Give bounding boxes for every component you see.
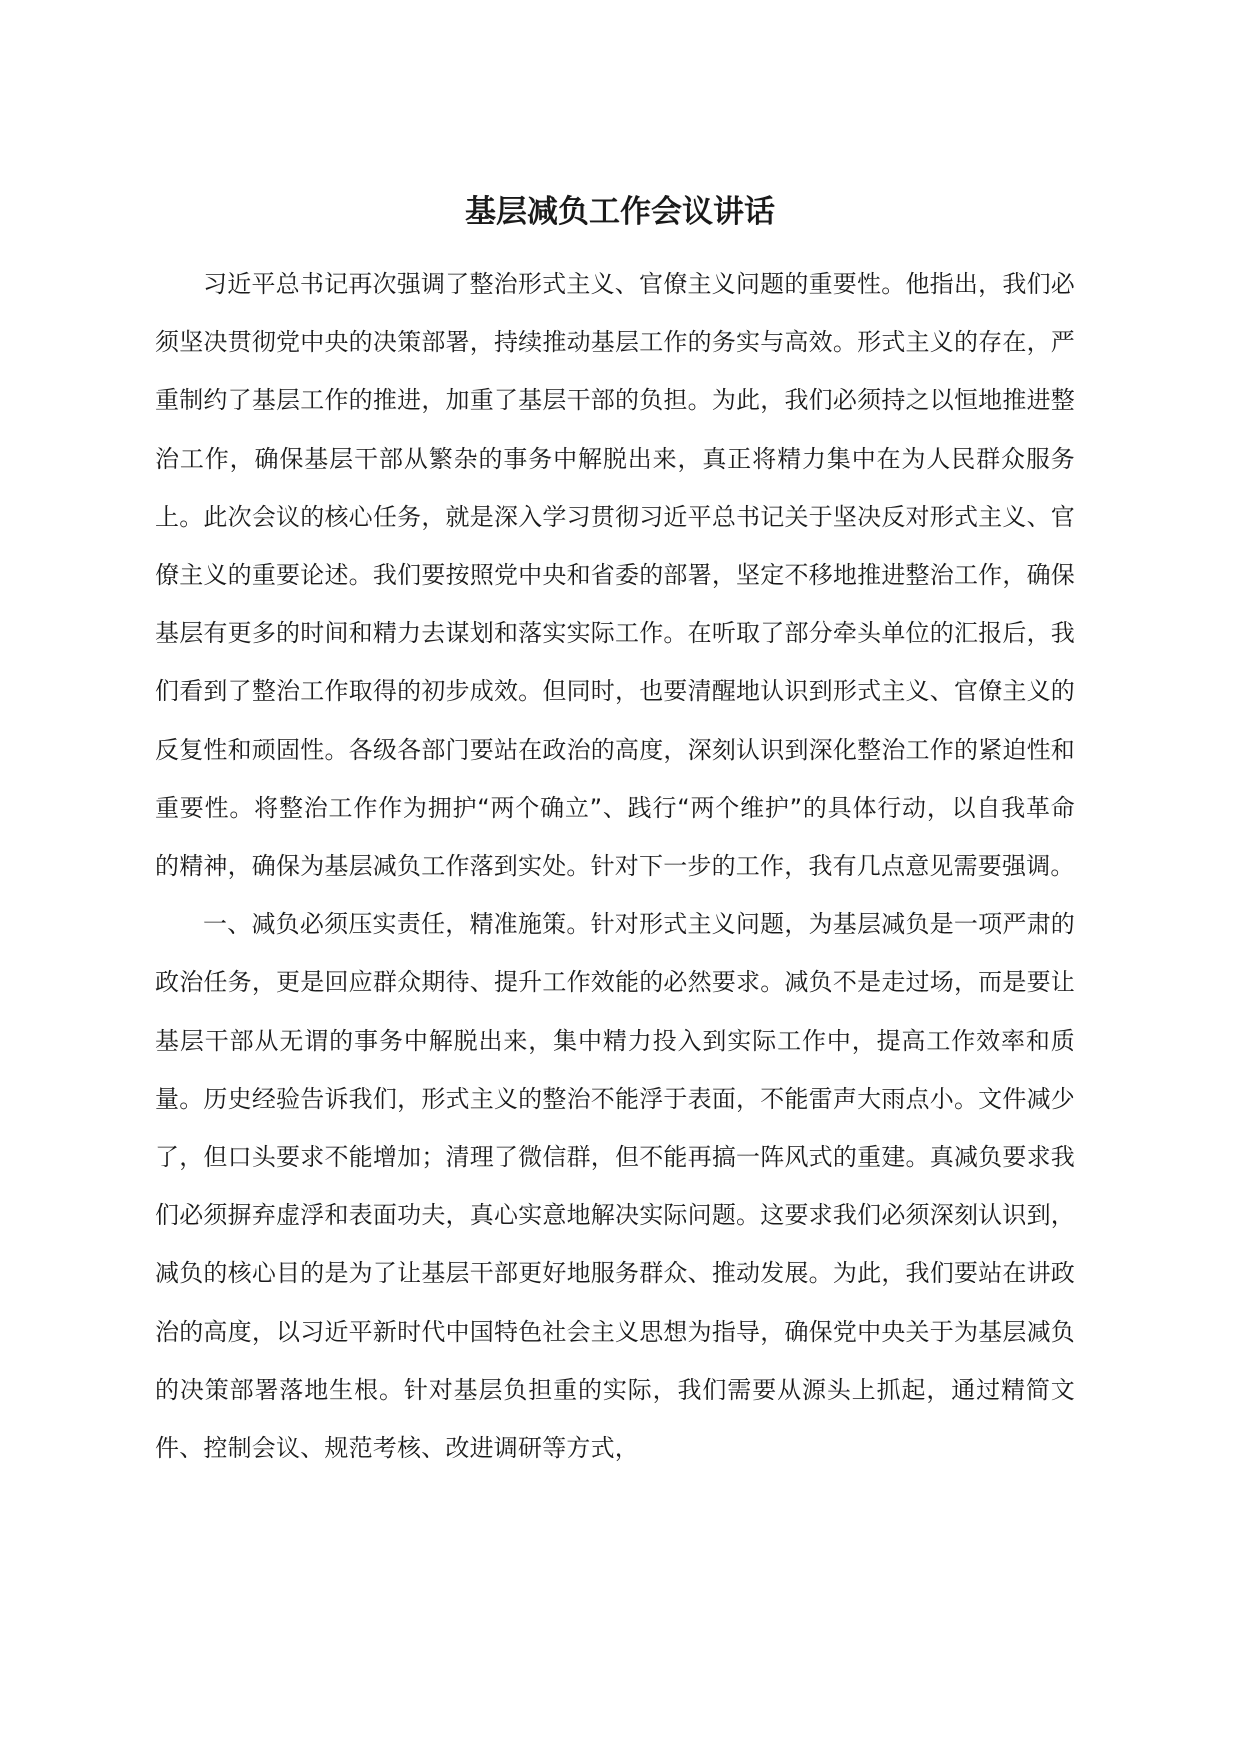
document-body (155, 255, 1075, 1477)
paragraph-intro: 习近平总书记再次强调了整治形式主义、官僚主义问题的重要性。他指出，我们必须坚决贯彻党中央的决策部署，持续推动基层工作的务实与高效。形式主义的存在，严重制约了基层工作的推进，加重了基层干部的负担。为此，我们必须持之以恒地推进整治工作，确保基层干部从繁杂的事务中解脱出来，真正将精力集中在为人民群众服务上。此次会议的核心任务，就是深入学习贯彻习近平总书记关于坚决反对形式主义、官僚主义的重要论述。我们要按照党中央和省委的部署，坚定不移地推进整治工作，确保基层有更多的时间和精力去谋划和落实实际工作。在听取了部分牵头单位的汇报后，我们看到了整治工作取得的初步成效。但同时，也要清醒地认识到形式主义、官僚主义的反复性和顽固性。各级各部门要站在政治的高度，深刻认识到深化整治工作的紧迫性和重要性。将整治工作作为拥护“两个确立”、践行“两个维护”的具体行动，以自我革命的精神，确保为基层减负工作落到实处。针对下一步的工作，我有几点意见需要强调。 (155, 270, 1075, 881)
document-title: 基层减负工作会议讲话 (465, 194, 775, 230)
paragraph-point-one: 一、减负必须压实责任，精准施策。针对形式主义问题，为基层减负是一项严肃的政治任务，更是回应群众期待、提升工作效能的必然要求。减负不是走过场，而是要让基层干部从无谓的事务中解脱出来，集中精力投入到实际工作中，提高工作效率和质量。历史经验告诉我们，形式主义的整治不能浮于表面，不能雷声大雨点小。文件减少了，但口头要求不能增加；清理了微信群，但不能再搞一阵风式的重建。真减负要求我们必须摒弃虚浮和表面功夫，真心实意地解决实际问题。这要求我们必须深刻认识到，减负的核心目的是为了让基层干部更好地服务群众、推动发展。为此，我们要站在讲政治的高度，以习近平新时代中国特色社会主义思想为指导，确保党中央关于为基层减负的决策部署落地生根。针对基层负担重的实际，我们需要从源头上抓起，通过精简文件、控制会议、规范考核、改进调研等方式， (155, 910, 1075, 1463)
